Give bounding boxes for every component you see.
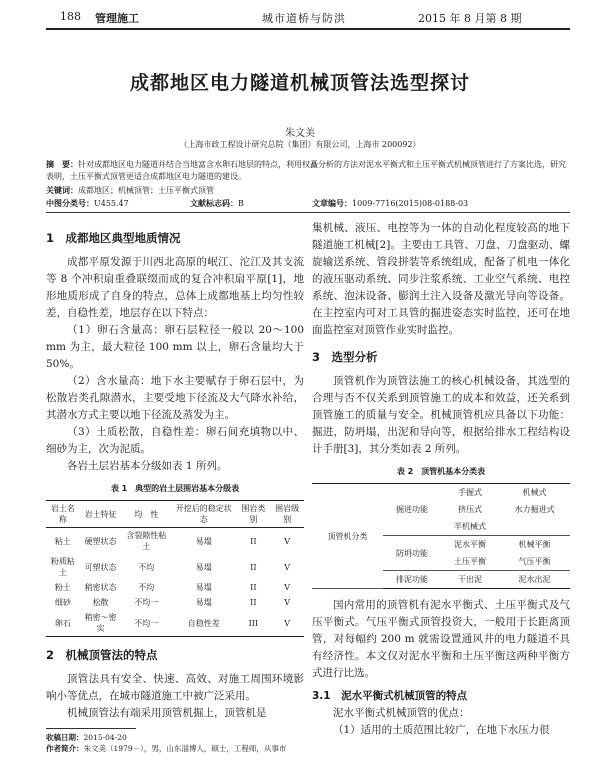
section-1-item-2: （2）含水量高：地下水主要赋存于卵石层中，为松散岩类孔隙潜水，主要受地下径流及大气降水补给，其潜水方式主要以地下径流及蒸发为主。 (46, 375, 304, 421)
table-cell: 易塌 (195, 598, 212, 607)
abstract-text: 针对成都地区电力隧道并结合当地富含水卵石地层的特点，利用权矗分析的方法对泥水平衡式和土压平衡式机械顶管进行了方案比选，研究表明，土压平衡式顶管更适合成都地区电力隧道的建设。 (46, 160, 566, 181)
table-cell: 可塑状态 (84, 562, 117, 572)
clc-number (46, 198, 129, 209)
table-cell: II (250, 536, 257, 546)
table-cell: 手掘式 (441, 484, 499, 502)
article-no-value: 1009-7716(2015)08-0188-03 (352, 199, 469, 208)
table-cell: II (250, 562, 257, 572)
author-affiliation: （上海市政工程设计研究总院（集团）有限公司，上海市 200092） (179, 140, 421, 149)
section-1-table-ref: 各岩土层岩基本分级如表 1 所列。 (67, 460, 228, 472)
table-2-group: 防坍功能 (383, 536, 441, 571)
keywords (46, 185, 570, 197)
section-1-item-3: （3）土质松散，自稳性差：卵石间充填物以中、细砂为主，次为泥质。 (46, 426, 304, 455)
doc-code-label: 文献标志码： (190, 199, 238, 208)
table-cell: V (284, 562, 290, 572)
table-row (46, 554, 304, 580)
table-row (46, 595, 304, 610)
table-cell: 易塌 (195, 583, 212, 592)
clc-value: U455.47 (94, 199, 129, 208)
table-cell: 含裂隙性粘土 (126, 531, 167, 551)
footnote-received (46, 732, 304, 743)
abstract-label: 摘 要： (46, 160, 78, 169)
table-cell: II (250, 598, 257, 607)
section-3-1-paragraph-1: 泥水平衡式机械顶管的优点： (333, 707, 470, 719)
table-cell: 粘土 (54, 536, 71, 546)
section-2-paragraph-2: 机械顶管法有端采用顶管机掘上，顶管机是 (67, 707, 267, 719)
table-1-header: 围岩类别 (236, 501, 270, 528)
table-cell: 粉土 (54, 583, 71, 592)
table-cell: 易塌 (195, 562, 212, 572)
document-code (190, 198, 244, 209)
table-cell: V (284, 583, 290, 592)
table-cell: V (284, 536, 290, 546)
section-2-heading: 2 机械顶管法的特点 (46, 648, 158, 662)
issue-date: 2015 年 8 月第 8 期 (418, 12, 522, 25)
header-rule (46, 28, 570, 30)
table-cell: 泥水出泥 (499, 571, 570, 589)
section-3-1-paragraph-2: （1）适用的土质范围比较广，在地下水压力很 (333, 724, 550, 736)
table-cell: 不均 (138, 583, 155, 592)
table-cell: V (284, 598, 290, 607)
table-cell: 不均一 (134, 598, 159, 607)
table-1 (46, 500, 304, 637)
table-cell: 不均一 (121, 610, 171, 637)
left-column (46, 220, 304, 754)
abstract (46, 159, 570, 183)
table-cell: 细砂 (54, 598, 71, 607)
keywords-label: 关键词： (46, 186, 78, 195)
section-3-paragraph-1: 顶管机作为顶管法施工的核心机械设备，其选型的合理与否不仅关系到顶管施工的成本和效益，还关系到顶管施工的质量与安全。机械顶管机应具备以下功能：掘进，防坍塌，出泥和导向等，根据给排水工程结构设计手册[3]，其分类如表 2 所列。 (312, 375, 570, 455)
table-2-category: 顶管机分类 (312, 484, 383, 589)
table-row (312, 484, 570, 502)
table-cell: III (236, 610, 270, 637)
table-2-group: 排泥功能 (383, 571, 441, 589)
table-cell: 干出泥 (441, 571, 499, 589)
table-cell: 不均 (138, 562, 155, 572)
table-cell: 机械平衡 (518, 540, 551, 549)
continued-paragraph: 集机械、液压、电控等为一体的自动化程度较高的地下隧道施工机械[2]。主要由工具管、刀盘、刀盘驱动、螺旋输送系统、管段拼装等系统组成，配备了机电一体化的液压驱动系统、同步注浆系统、工业空气系统、电控系统、泡沫设备、膨润土注入设备及激光导向等设备。在主控室内可对工具管的掘进姿态实时监控，还可在地面监控室对顶管作业实时监控。 (312, 222, 570, 336)
table-1-caption: 表 1 典型的岩土层围岩基本分级表 (110, 484, 240, 493)
table-cell: V (270, 610, 304, 637)
right-column (312, 220, 570, 739)
table-cell: 粉质粘土 (50, 557, 75, 577)
table-cell: 自稳性差 (171, 610, 236, 637)
table-row (46, 528, 304, 555)
table-cell: 机械式 (499, 484, 570, 502)
table-cell: 易塌 (195, 536, 212, 546)
section-3-heading: 3 选型分析 (312, 350, 378, 364)
table-cell: 稍密状态 (84, 583, 117, 592)
received-label: 收稿日期： (46, 733, 84, 742)
table-cell: 半机械式 (441, 518, 499, 536)
table-cell: 土压平衡 (441, 553, 499, 571)
table-2 (312, 483, 570, 589)
table-row (46, 610, 304, 637)
table-1-header: 围岩级别 (270, 501, 304, 528)
section-1-heading: 1 成都地区典型地质情况 (46, 231, 181, 245)
table-cell: 松散 (92, 598, 109, 607)
section-3-paragraph-2: 国内常用的顶管机有泥水平衡式、土压平衡式及气压平衡式。气压平衡式顶管投资大，一般用于长距离顶管，对每幅约 200 m 就需设置通风井的电力隧道不具有经济性。本文仅对泥水平衡和土压平衡这两种平衡方式进行比选。 (312, 599, 570, 679)
table-2-group: 掘进功能 (383, 484, 441, 536)
table-2-caption: 表 2 顶管机基本分类表 (396, 467, 486, 476)
footnote-rule (46, 728, 136, 729)
table-cell: 硬塑状态 (84, 536, 117, 546)
table-1-header: 开挖后的稳定状态 (171, 501, 236, 528)
journal-name: 城市道桥与防洪 (262, 12, 346, 25)
table-1-header: 岩土名称 (46, 501, 80, 528)
table-1-header-row (46, 501, 304, 528)
clc-label: 中图分类号： (46, 199, 94, 208)
article-number (312, 198, 468, 209)
received-date: 2015-04-20 (83, 733, 127, 742)
footnote-author (46, 743, 304, 754)
article-title: 成都地区电力隧道机械顶管法选型探讨 (129, 72, 470, 94)
table-cell (499, 518, 570, 536)
author-bio-label: 作者简介： (46, 744, 84, 753)
running-header (0, 0, 600, 30)
keywords-text: 成都地区；机械顶管；土压平衡式顶管 (78, 186, 214, 195)
section-1-paragraph: 成都平原发源于川西北高原的岷江、沱江及其支流等 8 个冲积扇重叠联缀而成的复合冲积扇平原[1]，地形地质形成了自身的特点，总体上成都地基上均匀性较差，自稳性差，地层存在以下特点： (46, 256, 304, 319)
table-cell: 卵石 (46, 610, 80, 637)
table-cell: 泥水平衡 (454, 540, 486, 549)
table-cell: 稍密～密实 (80, 610, 122, 637)
author-bio: 朱文美（1979－），男，山东淄博人，硕士，工程师，从事市 (83, 744, 287, 753)
doc-code-value: B (238, 199, 244, 208)
section-3-1-heading: 3.1 泥水平衡式机械顶管的特点 (312, 690, 468, 702)
head-rule (46, 212, 570, 213)
table-row (46, 580, 304, 595)
table-cell: 气压平衡 (499, 553, 570, 571)
section-2-paragraph-1: 顶管法具有安全、快速、高效、对施工周围环境影响小等优点，在城市隧道施工中被广泛采用。 (46, 673, 304, 702)
section-name: 管理施工 (95, 12, 139, 25)
table-cell: 挤压式 (458, 505, 482, 514)
table-cell: II (250, 583, 257, 592)
author-name: 朱文美 (285, 128, 315, 139)
table-1-header: 岩土特征 (80, 501, 122, 528)
section-1-item-1: （1）卵石含量高：卵石层粒径一般以 20～100 mm 为主，最大粒径 100 mm 以上，卵石含量均大于 50%。 (46, 324, 304, 370)
table-cell: 水力掘进式 (514, 505, 555, 514)
table-1-header: 均 性 (121, 501, 171, 528)
page-number: 188 (60, 10, 81, 23)
article-no-label: 文章编号： (312, 199, 352, 208)
